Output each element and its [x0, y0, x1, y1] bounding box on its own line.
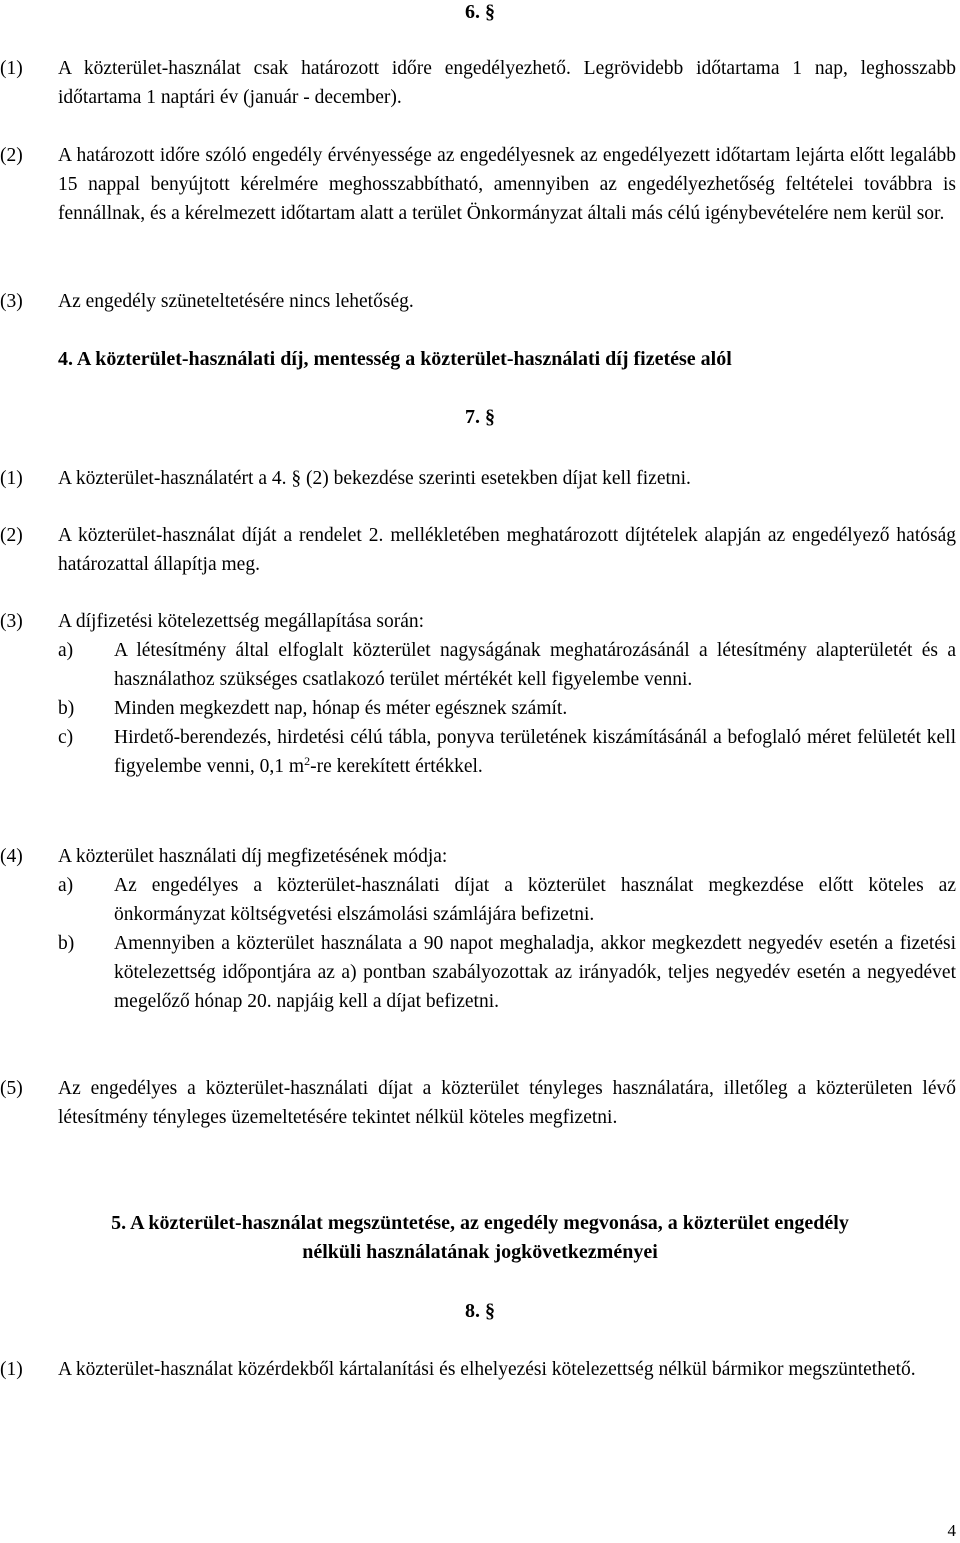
paragraph-text: A közterület használati díj megfizetésének módja:	[58, 846, 448, 867]
fee-rules-list	[58, 636, 956, 781]
list-item	[58, 636, 956, 694]
list-item	[58, 723, 956, 781]
list-item-text: Az engedélyes a közterület-használati díjat a közterület használat megkezdése előtt köteles az önkormányzat költségvetési elszámolási számlájára befizetni.	[114, 875, 956, 925]
chapter-4-title: 4. A közterület-használati díj, mentesség a közterület-használati díj fizetése alól	[58, 348, 732, 370]
section-7-heading: 7. §	[465, 406, 495, 428]
paragraph-number: (4)	[0, 846, 23, 867]
list-item-text: Amennyiben a közterület használata a 90 napot meghaladja, akkor megkezdett negyedév esetén a fizetési kötelezettség időpontjára az a) pontban szabályozottak az irányadók, teljes negyedév esetén a negyedévet megelőző hónap 20. napjáig kell a díjat befizetni.	[114, 933, 956, 1012]
list-item	[58, 929, 956, 1016]
section-6-heading: 6. §	[465, 1, 495, 23]
section-8-heading: 8. §	[465, 1300, 495, 1322]
chapter-5-title	[0, 1209, 960, 1267]
section-6-paragraph-1	[0, 54, 956, 112]
section-7-paragraph-5	[0, 1074, 956, 1132]
list-item-label: a)	[58, 875, 74, 896]
paragraph-text: A díjfizetési kötelezettség megállapítása során:	[58, 611, 425, 632]
paragraph-text: A közterület-használat csak határozott időre engedélyezhető. Legrövidebb időtartama 1 nap, leghosszabb időtartama 1 naptári év (január - december).	[58, 58, 956, 108]
paragraph-number: (1)	[0, 58, 23, 79]
list-item-text: Minden megkezdett nap, hónap és méter egésznek számít.	[114, 698, 568, 719]
section-7-paragraph-2	[0, 521, 956, 579]
section-6-paragraph-2	[0, 141, 956, 228]
superscript: 2	[304, 754, 311, 768]
paragraph-number: (2)	[0, 525, 23, 546]
paragraph-number: (2)	[0, 145, 23, 166]
paragraph-text: Az engedélyes a közterület-használati díjat a közterület tényleges használatára, illetőleg a közterületen lévő létesítmény tényleges üzemeltetésére tekintet nélkül köteles megfizetni.	[58, 1078, 956, 1128]
paragraph-number: (1)	[0, 468, 23, 489]
paragraph-text: A határozott időre szóló engedély érvényessége az engedélyesnek az engedélyezett időtartam lejárta előtt legalább 15 nappal benyújtott kérelmére meghosszabbítható, amennyiben az engedélyezhetőség feltételei továbbra is fennállnak, és a kérelmezett időtartam alatt a terület Önkormányzat általi más célú igénybevételére nem kerül sor.	[58, 145, 956, 224]
chapter-5-title-line-2: nélküli használatának jogkövetkezményei	[302, 1241, 658, 1263]
list-item	[58, 694, 956, 723]
paragraph-text: A közterület-használatért a 4. § (2) bekezdése szerinti esetekben díjat kell fizetni.	[58, 468, 691, 489]
payment-method-list	[58, 871, 956, 1016]
chapter-5-title-line-1: 5. A közterület-használat megszüntetése, az engedély megvonása, a közterület engedély	[111, 1212, 849, 1234]
paragraph-text: A közterület-használat közérdekből kártalanítási és elhelyezési kötelezettség nélkül bármikor megszüntethető.	[58, 1359, 916, 1380]
list-item-text: A létesítmény által elfoglalt közterület nagyságának meghatározásánál a létesítmény alapterületét és a használathoz szükséges csatlakozó terület mértékét kell figyelembe venni.	[114, 640, 956, 690]
page-number: 4	[947, 1521, 956, 1540]
list-item-text-after: -re kerekített értékkel.	[310, 756, 483, 777]
paragraph-text: Az engedély szüneteltetésére nincs lehetőség.	[58, 291, 414, 312]
list-item-label: b)	[58, 698, 75, 719]
section-6-paragraph-3	[0, 287, 956, 316]
paragraph-text: A közterület-használat díját a rendelet 2. mellékletében meghatározott díjtételek alapján az engedélyező hatóság határozattal állapítja meg.	[58, 525, 956, 575]
section-7-paragraph-4	[0, 842, 956, 1016]
section-7-paragraph-1	[0, 464, 956, 493]
paragraph-number: (5)	[0, 1078, 23, 1099]
list-item-text	[114, 723, 956, 781]
paragraph-number: (3)	[0, 291, 23, 312]
paragraph-number: (3)	[0, 611, 23, 632]
list-item-label: a)	[58, 640, 74, 661]
section-7-paragraph-3	[0, 607, 956, 781]
list-item-label: c)	[58, 727, 74, 748]
list-item-text-before: Hirdető-berendezés, hirdetési célú tábla, ponyva területének kiszámításánál a befoglaló méret felületét kell figyelembe venni, 0,1 m	[114, 727, 956, 777]
section-8-paragraph-1	[0, 1355, 956, 1384]
list-item-label: b)	[58, 933, 75, 954]
list-item	[58, 871, 956, 929]
paragraph-number: (1)	[0, 1359, 23, 1380]
